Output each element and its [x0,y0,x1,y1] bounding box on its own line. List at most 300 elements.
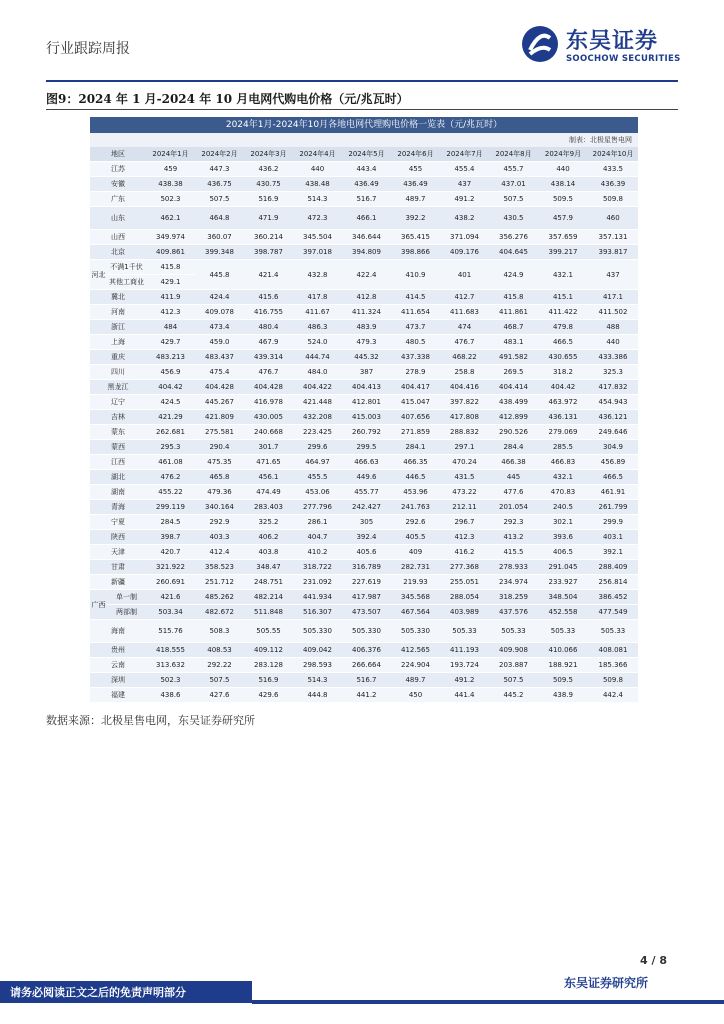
table-row [90,245,638,260]
price-cell: 467.564 [391,605,440,620]
region-name: 陕西 [90,530,146,545]
price-cell: 406.5 [538,545,588,560]
price-cell: 411.193 [440,643,489,658]
price-cell: 401 [440,260,489,290]
table-title: 2024年1月-2024年10月各地电网代理购电价格一览表（元/兆瓦时） [90,117,638,133]
price-cell: 429.6 [244,688,293,703]
price-cell: 415.8 [489,290,538,305]
price-cell: 476.7 [244,365,293,380]
price-cell: 414.5 [391,290,440,305]
price-cell: 507.5 [489,192,538,207]
header-rule [46,80,678,82]
price-cell: 398.866 [391,245,440,260]
price-cell: 410.066 [538,643,588,658]
price-cell: 316.789 [342,560,391,575]
price-cell: 318.722 [293,560,342,575]
column-header: 2024年5月 [342,147,391,162]
price-cell: 417.987 [342,590,391,605]
price-cell: 404.417 [391,380,440,395]
price-cell: 466.35 [391,455,440,470]
region-name: 宁夏 [90,515,146,530]
price-cell: 457.9 [538,207,588,230]
price-cell: 455.77 [342,485,391,500]
logo-mark-icon [520,24,560,64]
price-cell: 438.499 [489,395,538,410]
table-row [90,620,638,643]
price-cell: 275.581 [195,425,244,440]
region-name: 上海 [90,335,146,350]
price-cell: 409.176 [440,245,489,260]
price-cell: 261.799 [588,500,638,515]
price-cell: 288.054 [440,590,489,605]
price-cell: 437 [440,177,489,192]
price-cell: 430.75 [244,177,293,192]
figure-title: 图9：2024 年 1 月-2024 年 10 月电网代购电价格（元/兆瓦时） [46,92,409,106]
price-cell: 429.1 [146,275,195,290]
price-cell: 436.49 [342,177,391,192]
region-name: 江苏 [90,162,146,177]
price-cell: 296.7 [440,515,489,530]
price-cell: 476.2 [146,470,195,485]
price-cell: 437 [588,260,638,290]
table-row [90,380,638,395]
price-cell: 507.5 [489,673,538,688]
table-row [90,350,638,365]
region-name: 辽宁 [90,395,146,410]
column-header: 2024年6月 [391,147,440,162]
price-cell: 404.428 [195,380,244,395]
price-cell: 466.5 [538,335,588,350]
price-cell: 403.1 [588,530,638,545]
price-cell: 404.7 [293,530,342,545]
region-name: 海南 [90,620,146,643]
price-cell: 413.2 [489,530,538,545]
table-row [90,207,638,230]
price-cell: 292.22 [195,658,244,673]
price-cell: 262.681 [146,425,195,440]
price-cell: 411.9 [146,290,195,305]
table-row [90,305,638,320]
price-cell: 193.724 [440,658,489,673]
price-cell: 445.2 [489,688,538,703]
price-cell: 405.5 [391,530,440,545]
price-cell: 284.4 [489,440,538,455]
price-cell: 283.128 [244,658,293,673]
price-cell: 408.53 [195,643,244,658]
price-cell: 416.2 [440,545,489,560]
price-cell: 241.763 [391,500,440,515]
price-cell: 437.01 [489,177,538,192]
region-subname: 单一制 [107,590,146,605]
price-cell: 248.751 [244,575,293,590]
region-name: 湖南 [90,485,146,500]
price-cell: 283.403 [244,500,293,515]
price-cell: 397.822 [440,395,489,410]
price-cell: 411.67 [293,305,342,320]
price-cell: 415.6 [244,290,293,305]
price-cell: 486.3 [293,320,342,335]
price-cell: 453.96 [391,485,440,500]
price-cell: 473.7 [391,320,440,335]
region-name: 福建 [90,688,146,703]
price-cell: 479.3 [342,335,391,350]
table-row [90,365,638,380]
region-name: 贵州 [90,643,146,658]
table-row [90,560,638,575]
price-cell: 509.8 [588,192,638,207]
price-cell: 212.11 [440,500,489,515]
price-cell: 463.972 [538,395,588,410]
region-name: 安徽 [90,177,146,192]
price-cell: 321.922 [146,560,195,575]
price-cell: 432.208 [293,410,342,425]
region-subname: 不满1千伏 [107,260,146,275]
table-row [90,545,638,560]
price-cell: 357.131 [588,230,638,245]
price-cell: 472.3 [293,207,342,230]
price-cell: 298.593 [293,658,342,673]
price-cell: 406.2 [244,530,293,545]
price-cell: 277.368 [440,560,489,575]
price-cell: 392.2 [391,207,440,230]
region-name: 蒙西 [90,440,146,455]
price-cell: 505.330 [391,620,440,643]
price-cell: 473.4 [195,320,244,335]
price-cell: 445.267 [195,395,244,410]
price-cell: 410.2 [293,545,342,560]
table-row-guangxi-1 [90,590,638,605]
column-header: 2024年4月 [293,147,342,162]
price-cell: 438.2 [440,207,489,230]
page-number: 4 / 8 [640,954,667,967]
price-cell: 285.5 [538,440,588,455]
table-row [90,335,638,350]
price-cell: 269.5 [489,365,538,380]
price-cell: 410.9 [391,260,440,290]
price-cell: 411.654 [391,305,440,320]
price-cell: 473.507 [342,605,391,620]
price-cell: 491.2 [440,673,489,688]
price-cell: 404.413 [342,380,391,395]
price-cell: 505.33 [489,620,538,643]
price-cell: 427.6 [195,688,244,703]
price-cell: 403.989 [440,605,489,620]
price-cell: 444.74 [293,350,342,365]
price-cell: 468.22 [440,350,489,365]
price-cell: 404.42 [538,380,588,395]
price-cell: 406.376 [342,643,391,658]
region-name: 吉林 [90,410,146,425]
price-cell: 408.081 [588,643,638,658]
price-cell: 424.9 [489,260,538,290]
price-cell: 295.3 [146,440,195,455]
table-row [90,530,638,545]
price-cell: 240.668 [244,425,293,440]
price-cell: 412.899 [489,410,538,425]
price-cell: 397.018 [293,245,342,260]
region-name: 新疆 [90,575,146,590]
region-name: 江西 [90,455,146,470]
price-cell: 418.555 [146,643,195,658]
price-cell: 516.9 [244,192,293,207]
price-cell: 420.7 [146,545,195,560]
price-cell: 258.8 [440,365,489,380]
table-row [90,673,638,688]
price-cell: 436.39 [588,177,638,192]
price-cell: 318.259 [489,590,538,605]
price-cell: 325.2 [244,515,293,530]
price-cell: 223.425 [293,425,342,440]
table-row [90,575,638,590]
price-cell: 348.47 [244,560,293,575]
price-cell: 412.7 [440,290,489,305]
price-cell: 473.22 [440,485,489,500]
price-cell: 365.415 [391,230,440,245]
price-cell: 345.568 [391,590,440,605]
price-cell: 505.33 [588,620,638,643]
price-cell: 404.42 [146,380,195,395]
price-cell: 403.8 [244,545,293,560]
price-cell: 432.8 [293,260,342,290]
price-cell: 456.1 [244,470,293,485]
region-name: 山东 [90,207,146,230]
price-cell: 286.1 [293,515,342,530]
price-cell: 516.7 [342,192,391,207]
price-cell: 441.2 [342,688,391,703]
price-cell: 412.801 [342,395,391,410]
price-table [90,147,638,703]
price-cell: 417.8 [293,290,342,305]
price-cell: 467.9 [244,335,293,350]
price-cell: 464.8 [195,207,244,230]
price-cell: 507.5 [195,673,244,688]
price-cell: 477.6 [489,485,538,500]
price-cell: 393.6 [538,530,588,545]
table-row [90,320,638,335]
price-cell: 489.7 [391,192,440,207]
price-cell: 484.0 [293,365,342,380]
price-cell: 438.9 [538,688,588,703]
header-title: 行业跟踪周报 [46,41,130,57]
price-cell: 356.276 [489,230,538,245]
table-row [90,470,638,485]
price-cell: 251.712 [195,575,244,590]
column-header: 地区 [90,147,146,162]
price-cell: 417.1 [588,290,638,305]
region-name: 浙江 [90,320,146,335]
region-subname: 两部制 [107,605,146,620]
price-cell: 488 [588,320,638,335]
price-cell: 450 [391,688,440,703]
price-table-image [90,117,638,703]
table-row [90,395,638,410]
price-cell: 459 [146,162,195,177]
price-cell: 345.504 [293,230,342,245]
table-row [90,485,638,500]
region-name: 四川 [90,365,146,380]
price-cell: 466.63 [342,455,391,470]
price-cell: 415.003 [342,410,391,425]
price-cell: 284.1 [391,440,440,455]
price-cell: 462.1 [146,207,195,230]
price-cell: 502.3 [146,673,195,688]
region-group: 广西 [90,590,107,620]
price-cell: 255.051 [440,575,489,590]
price-cell: 437.338 [391,350,440,365]
price-cell: 509.5 [538,673,588,688]
column-header: 2024年8月 [489,147,538,162]
price-cell: 430.5 [489,207,538,230]
column-header: 2024年7月 [440,147,489,162]
price-cell: 242.427 [342,500,391,515]
price-cell: 436.2 [244,162,293,177]
table-row [90,177,638,192]
price-cell: 455.4 [440,162,489,177]
region-name: 广东 [90,192,146,207]
column-header: 2024年1月 [146,147,195,162]
price-cell: 505.33 [440,620,489,643]
price-cell: 340.164 [195,500,244,515]
price-cell: 444.8 [293,688,342,703]
price-cell: 479.36 [195,485,244,500]
price-cell: 360.07 [195,230,244,245]
price-cell: 421.29 [146,410,195,425]
price-cell: 409.908 [489,643,538,658]
price-cell: 417.832 [588,380,638,395]
price-cell: 292.3 [489,515,538,530]
price-cell: 278.9 [391,365,440,380]
price-cell: 411.324 [342,305,391,320]
price-cell: 474.49 [244,485,293,500]
price-cell: 430.005 [244,410,293,425]
price-cell: 271.859 [391,425,440,440]
price-cell: 421.4 [244,260,293,290]
price-cell: 437.576 [489,605,538,620]
table-row [90,500,638,515]
price-cell: 282.731 [391,560,440,575]
price-cell: 480.5 [391,335,440,350]
price-cell: 515.76 [146,620,195,643]
price-cell: 411.861 [489,305,538,320]
price-cell: 398.7 [146,530,195,545]
price-cell: 430.655 [538,350,588,365]
table-row [90,230,638,245]
price-cell: 305 [342,515,391,530]
price-cell: 416.755 [244,305,293,320]
region-name: 山西 [90,230,146,245]
price-cell: 358.523 [195,560,244,575]
price-cell: 514.3 [293,192,342,207]
price-cell: 440 [538,162,588,177]
price-cell: 432.1 [538,470,588,485]
column-header: 2024年3月 [244,147,293,162]
price-cell: 404.416 [440,380,489,395]
table-row [90,440,638,455]
price-cell: 392.4 [342,530,391,545]
table-row [90,192,638,207]
price-cell: 454.943 [588,395,638,410]
price-cell: 249.646 [588,425,638,440]
price-cell: 468.7 [489,320,538,335]
price-cell: 440 [293,162,342,177]
price-cell: 445.8 [195,260,244,290]
price-cell: 203.887 [489,658,538,673]
price-cell: 360.214 [244,230,293,245]
footer-rule [252,1000,724,1004]
price-cell: 424.4 [195,290,244,305]
price-cell: 299.5 [342,440,391,455]
price-cell: 318.2 [538,365,588,380]
price-cell: 409.112 [244,643,293,658]
price-cell: 491.582 [489,350,538,365]
price-cell: 415.047 [391,395,440,410]
price-cell: 505.330 [342,620,391,643]
price-cell: 421.809 [195,410,244,425]
price-cell: 299.6 [293,440,342,455]
price-cell: 483.9 [342,320,391,335]
price-cell: 417.808 [440,410,489,425]
price-cell: 466.38 [489,455,538,470]
price-cell: 201.054 [489,500,538,515]
price-cell: 502.3 [146,192,195,207]
region-name: 甘肃 [90,560,146,575]
price-cell: 415.5 [489,545,538,560]
price-cell: 516.7 [342,673,391,688]
price-cell: 442.4 [588,688,638,703]
price-cell: 505.33 [538,620,588,643]
price-cell: 256.814 [588,575,638,590]
price-cell: 483.437 [195,350,244,365]
price-cell: 409.078 [195,305,244,320]
price-cell: 313.632 [146,658,195,673]
price-cell: 471.65 [244,455,293,470]
price-cell: 394.809 [342,245,391,260]
company-logo [520,24,690,70]
price-cell: 436.121 [588,410,638,425]
price-cell: 224.904 [391,658,440,673]
price-cell: 436.49 [391,177,440,192]
price-cell: 409.861 [146,245,195,260]
price-cell: 438.48 [293,177,342,192]
price-cell: 227.619 [342,575,391,590]
price-cell: 452.558 [538,605,588,620]
price-cell: 404.428 [244,380,293,395]
price-cell: 503.34 [146,605,195,620]
price-cell: 346.644 [342,230,391,245]
price-cell: 474 [440,320,489,335]
price-cell: 485.262 [195,590,244,605]
price-cell: 233.927 [538,575,588,590]
price-cell: 471.9 [244,207,293,230]
price-cell: 441.934 [293,590,342,605]
column-header: 2024年9月 [538,147,588,162]
price-cell: 403.3 [195,530,244,545]
price-cell: 446.5 [391,470,440,485]
price-cell: 455 [391,162,440,177]
data-source-note: 数据来源：北极星售电网，东吴证券研究所 [46,714,255,727]
region-name: 北京 [90,245,146,260]
region-name: 重庆 [90,350,146,365]
price-cell: 416.978 [244,395,293,410]
price-cell: 304.9 [588,440,638,455]
table-row [90,425,638,440]
price-cell: 482.214 [244,590,293,605]
price-cell: 453.06 [293,485,342,500]
region-name: 云南 [90,658,146,673]
price-cell: 505.55 [244,620,293,643]
price-cell: 456.89 [588,455,638,470]
table-row [90,688,638,703]
